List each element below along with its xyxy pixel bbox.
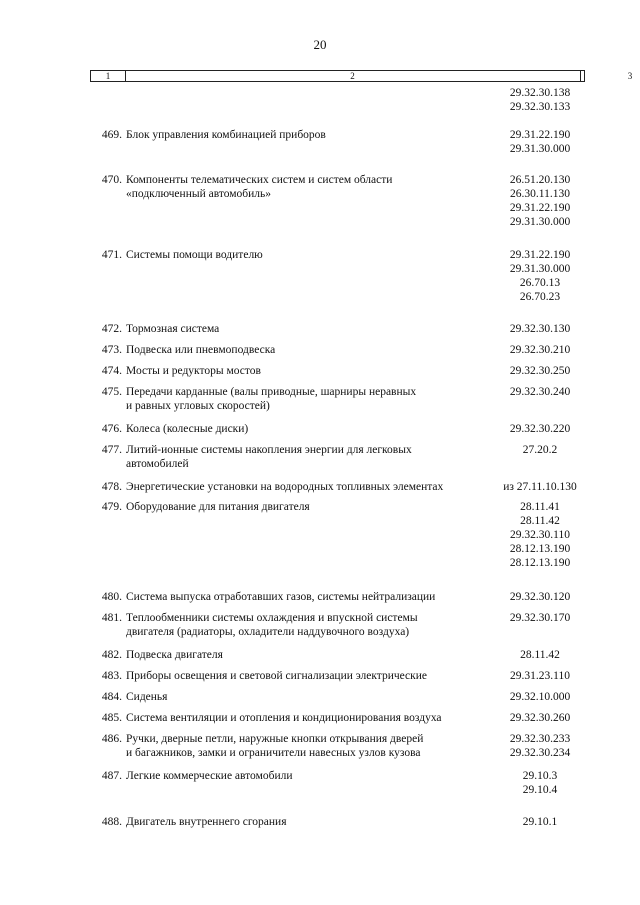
row-codes — [490, 690, 590, 704]
row-name-line: «подключенный автомобиль» — [126, 188, 272, 200]
row-name-line: Системы помощи водителю — [126, 249, 263, 261]
okpd-code: 29.31.23.110 — [510, 670, 570, 682]
row-number: 473. — [101, 344, 122, 356]
row-codes — [490, 443, 590, 457]
row-number: 486. — [101, 733, 122, 745]
row-name — [126, 173, 486, 201]
okpd-code: 28.11.42 — [520, 649, 560, 661]
row-codes — [490, 648, 590, 662]
table-row — [90, 480, 590, 494]
table-row — [90, 422, 590, 436]
okpd-code: 29.10.3 — [522, 770, 558, 782]
row-number: 471. — [101, 249, 122, 261]
row-number: 485. — [101, 712, 122, 724]
okpd-code: 26.30.11.130 — [510, 188, 570, 200]
table-row — [90, 590, 590, 604]
okpd-code: 29.31.22.190 — [509, 202, 571, 214]
row-name — [126, 769, 486, 783]
okpd-code: 29.32.30.220 — [509, 423, 571, 435]
row-number: 474. — [101, 365, 122, 377]
table-row — [90, 769, 590, 796]
row-codes — [490, 385, 590, 399]
row-number: 469. — [101, 129, 122, 141]
row-codes — [490, 611, 590, 625]
okpd-code: 29.32.30.170 — [509, 612, 571, 624]
row-codes — [490, 322, 590, 336]
row-name-line: Блок управления комбинацией приборов — [126, 129, 326, 141]
row-name — [126, 590, 486, 604]
row-codes — [490, 128, 590, 156]
okpd-code: 28.11.41 — [520, 501, 560, 513]
header-col-1: 1 — [91, 71, 126, 81]
row-name-line: Система вентиляции и отопления и кондиционирования воздуха — [126, 712, 442, 724]
row-name-line: Двигатель внутреннего сгорания — [126, 816, 287, 828]
okpd-code: 29.32.30.233 — [509, 733, 571, 745]
row-number: 483. — [101, 670, 122, 682]
row-name-line: автомобилей — [126, 458, 189, 470]
table-row — [90, 385, 590, 413]
row-name-line: Энергетические установки на водородных топливных элементах — [126, 481, 444, 493]
row-name-line: Теплообменники системы охлаждения и впускной системы — [126, 612, 418, 624]
table-row — [90, 128, 590, 155]
row-number: 479. — [101, 501, 122, 513]
row-codes — [490, 173, 590, 229]
okpd-code: 29.32.30.234 — [509, 747, 571, 759]
row-codes — [490, 86, 590, 114]
row-name — [126, 364, 486, 378]
row-name — [126, 480, 486, 494]
table-row — [90, 343, 590, 357]
row-name-line: Подвеска или пневмоподвеска — [126, 344, 276, 356]
table-row — [90, 248, 590, 303]
row-name — [126, 732, 486, 760]
table-row — [90, 173, 590, 228]
okpd-code: 29.32.30.260 — [509, 712, 571, 724]
row-name-line: Ручки, дверные петли, наружные кнопки открывания дверей — [126, 733, 424, 745]
row-number: 480. — [101, 591, 122, 603]
row-codes — [490, 815, 590, 829]
row-name — [126, 443, 486, 471]
row-name — [126, 815, 486, 829]
row-name — [126, 611, 486, 639]
row-codes — [490, 422, 590, 436]
row-codes — [490, 769, 590, 797]
table-row — [90, 500, 590, 569]
row-number: 481. — [101, 612, 122, 624]
row-name-line: Литий-ионные системы накопления энергии для легковых — [126, 444, 412, 456]
row-name-line: Приборы освещения и световой сигнализации электрические — [126, 670, 427, 682]
okpd-code: 29.32.30.130 — [509, 323, 571, 335]
table-row — [90, 364, 590, 378]
row-codes — [490, 248, 590, 304]
okpd-code: 29.10.4 — [522, 784, 558, 796]
okpd-code: 29.32.30.138 — [509, 87, 571, 99]
table-row — [90, 711, 590, 725]
row-name — [126, 648, 486, 662]
row-name — [126, 500, 486, 514]
row-codes — [490, 732, 590, 760]
row-name — [126, 385, 486, 413]
okpd-code: 29.32.30.250 — [509, 365, 571, 377]
table-row — [90, 443, 590, 471]
okpd-code: 26.70.13 — [519, 277, 561, 289]
okpd-code: 28.11.42 — [520, 515, 560, 527]
row-codes — [490, 669, 590, 683]
okpd-code: 29.10.1 — [522, 816, 558, 828]
row-number: 484. — [101, 691, 122, 703]
row-name — [126, 248, 486, 262]
row-name-line: и равных угловых скоростей) — [126, 400, 270, 412]
row-name-line: и багажников, замки и ограничители навесных узлов кузова — [126, 747, 421, 759]
okpd-code: 29.31.30.000 — [509, 216, 571, 228]
row-codes — [490, 711, 590, 725]
row-number: 482. — [101, 649, 122, 661]
row-name-line: Оборудование для питания двигателя — [126, 501, 310, 513]
row-codes — [490, 343, 590, 357]
okpd-code: 28.12.13.190 — [509, 557, 571, 569]
okpd-code: 29.31.22.190 — [509, 249, 571, 261]
okpd-code: 29.31.22.190 — [509, 129, 571, 141]
row-name-line: Тормозная система — [126, 323, 220, 335]
row-number: 478. — [101, 481, 122, 493]
page-number: 20 — [313, 37, 327, 52]
okpd-code: 27.20.2 — [522, 444, 558, 456]
row-number: 475. — [101, 386, 122, 398]
row-name-line: Подвеска двигателя — [126, 649, 223, 661]
row-codes — [490, 364, 590, 378]
row-name — [126, 128, 486, 142]
table-row — [90, 815, 590, 829]
row-name-line: Мосты и редукторы мостов — [126, 365, 261, 377]
row-name — [126, 422, 486, 436]
row-number: 488. — [101, 816, 122, 828]
row-codes — [490, 500, 590, 570]
okpd-code: 29.32.30.240 — [509, 386, 571, 398]
row-codes — [490, 480, 590, 494]
row-name — [126, 669, 486, 683]
table-header — [90, 70, 633, 82]
okpd-code: из 27.11.10.130 — [503, 481, 577, 493]
table-row — [90, 611, 590, 639]
row-name-line: Передачи карданные (валы приводные, шарниры неравных — [126, 386, 417, 398]
table-row — [90, 690, 590, 704]
okpd-code: 29.31.30.000 — [509, 143, 571, 155]
okpd-code: 26.70.23 — [519, 291, 561, 303]
okpd-code: 29.32.30.110 — [510, 529, 570, 541]
okpd-code: 29.32.30.133 — [509, 101, 571, 113]
row-number: 476. — [101, 423, 122, 435]
table-row — [90, 648, 590, 662]
row-name-line: Компоненты телематических систем и систем области — [126, 174, 393, 186]
okpd-code: 29.32.30.210 — [509, 344, 571, 356]
row-name-line: Легкие коммерческие автомобили — [126, 770, 293, 782]
okpd-code: 29.32.10.000 — [509, 691, 571, 703]
row-number: 470. — [101, 174, 122, 186]
row-name — [126, 343, 486, 357]
row-number: 472. — [101, 323, 122, 335]
row-name — [126, 711, 486, 725]
row-name-line: двигателя (радиаторы, охладители наддувочного воздуха) — [126, 626, 410, 638]
row-number: 477. — [101, 444, 122, 456]
table-row — [90, 322, 590, 336]
row-name-line: Колеса (колесные диски) — [126, 423, 249, 435]
okpd-code: 28.12.13.190 — [509, 543, 571, 555]
okpd-code: 29.32.30.120 — [509, 591, 571, 603]
header-col-3: 3 — [627, 71, 633, 81]
row-codes — [490, 590, 590, 604]
row-name-line: Сиденья — [126, 691, 168, 703]
row-name — [126, 690, 486, 704]
okpd-code: 29.31.30.000 — [509, 263, 571, 275]
table-row — [90, 669, 590, 683]
table-row — [90, 732, 590, 760]
row-number: 487. — [101, 770, 122, 782]
header-col-2: 2 — [125, 71, 581, 81]
okpd-code: 26.51.20.130 — [509, 174, 571, 186]
row-name-line: Система выпуска отработавших газов, системы нейтрализации — [126, 591, 436, 603]
row-name — [126, 322, 486, 336]
